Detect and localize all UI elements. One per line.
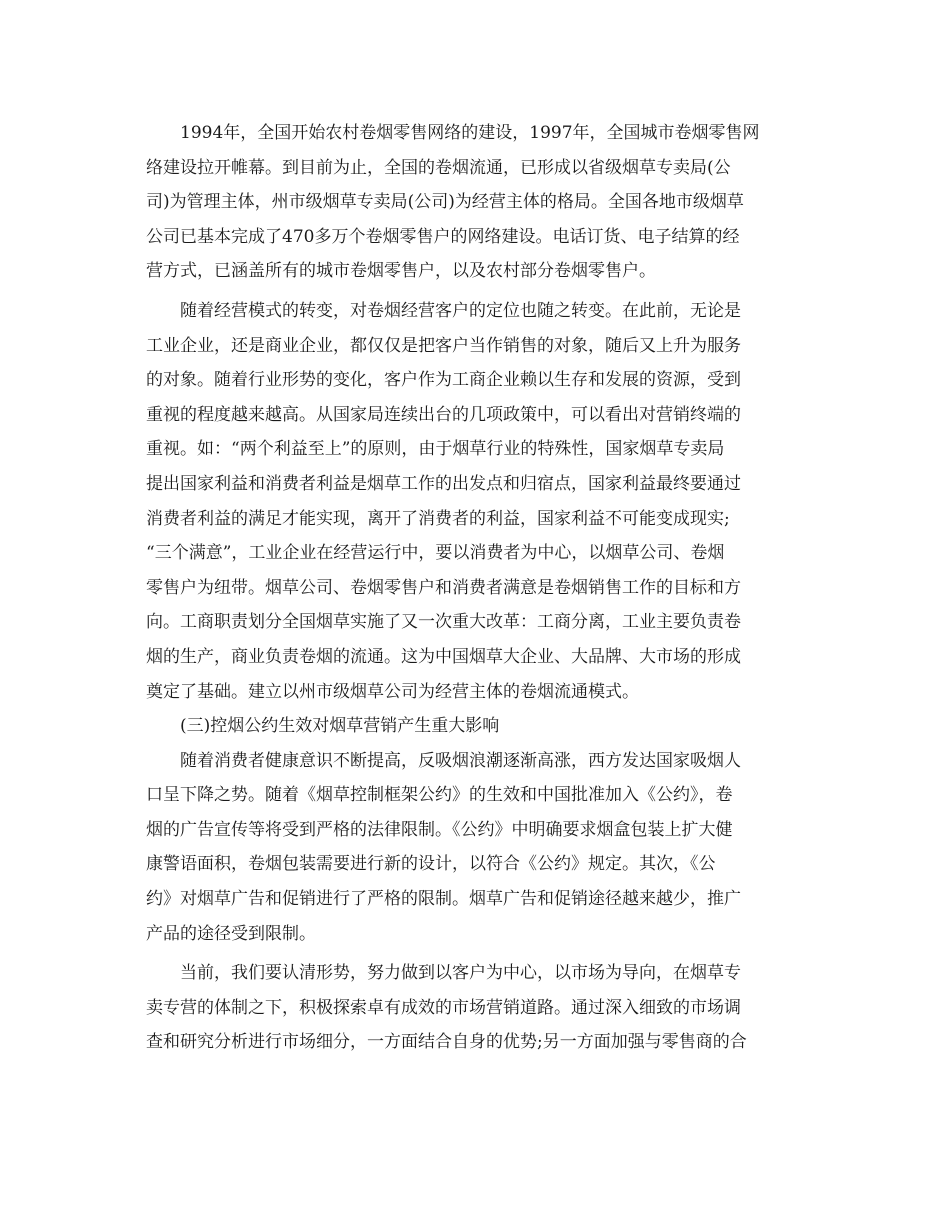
text-line: 产品的途径受到限制。 (146, 923, 316, 944)
text-line: 提出国家利益和消费者利益是烟草工作的出发点和归宿点，国家利益最终要通过 (146, 473, 741, 494)
text-line: 司)为管理主体，州市级烟草专卖局(公司)为经营主体的格局。全国各地市级烟草 (146, 192, 744, 213)
text-line: 奠定了基础。建立以州市级烟草公司为经营主体的卷烟流通模式。 (146, 681, 639, 702)
text-line: 重视的程度越来越高。从国家局连续出台的几项政策中，可以看出对营销终端的 (146, 404, 741, 425)
text-line: 烟的广告宣传等将受到严格的法律限制。《公约》中明确要求烟盒包装上扩大健 (146, 819, 733, 840)
paragraph (146, 294, 806, 709)
section-heading (146, 709, 806, 744)
text-line: 消费者利益的满足才能实现，离开了消费者的利益，国家利益不可能变成现实; (146, 508, 730, 529)
paragraph (146, 956, 806, 1060)
text-line: 烟的生产，商业负责卷烟的流通。这为中国烟草大企业、大品牌、大市场的形成 (146, 646, 741, 667)
text-line: 零售户为纽带。烟草公司、卷烟零售户和消费者满意是卷烟销售工作的目标和方 (146, 577, 741, 598)
text-line: 络建设拉开帷幕。到目前为止，全国的卷烟流通，已形成以省级烟草专卖局(公 (146, 157, 731, 178)
text-line: 口呈下降之势。随着《烟草控制框架公约》的生效和中国批准加入《公约》，卷 (146, 785, 733, 806)
document-body (146, 116, 806, 1060)
text-line: 重视。如：“两个利益至上”的原则，由于烟草行业的特殊性，国家烟草专卖局 (146, 439, 725, 460)
text-line: 随着经营模式的转变，对卷烟经营客户的定位也随之转变。在此前，无论是 (180, 300, 741, 321)
text-line: 的对象。随着行业形势的变化，客户作为工商企业赖以生存和发展的资源，受到 (146, 370, 741, 391)
text-line: 工业企业，还是商业企业，都仅仅是把客户当作销售的对象，随后又上升为服务 (146, 335, 741, 356)
text-line: 公司已基本完成了470多万个卷烟零售户的网络建设。电话订货、电子结算的经 (146, 226, 740, 247)
text-line: 当前，我们要认清形势，努力做到以客户为中心，以市场为导向，在烟草专 (180, 963, 741, 984)
paragraph (146, 116, 806, 289)
text-line: 随着消费者健康意识不断提高，反吸烟浪潮逐渐高涨，西方发达国家吸烟人 (180, 750, 741, 771)
text-line: 向。工商职责划分全国烟草实施了又一次重大改革：工商分离，工业主要负责卷 (146, 612, 741, 633)
text-line: 约》对烟草广告和促销进行了严格的限制。烟草广告和促销途径越来越少，推广 (146, 889, 741, 910)
paragraph (146, 744, 806, 952)
text-line: “三个满意”，工业企业在经营运行中，要以消费者为中心，以烟草公司、卷烟 (146, 543, 725, 564)
text-line: 康警语面积，卷烟包装需要进行新的设计，以符合《公约》规定。其次，《公 (146, 854, 716, 875)
text-line: 1994年，全国开始农村卷烟零售网络的建设，1997年，全国城市卷烟零售网 (180, 123, 760, 143)
heading-text: (三)控烟公约生效对烟草营销产生重大影响 (180, 716, 500, 737)
text-line: 营方式，已涵盖所有的城市卷烟零售户，以及农村部分卷烟零售户。 (146, 261, 656, 282)
text-line: 卖专营的体制之下，积极探索卓有成效的市场营销道路。通过深入细致的市场调 (146, 997, 741, 1018)
text-line: 查和研究分析进行市场细分，一方面结合自身的优势;另一方面加强与零售商的合 (146, 1032, 747, 1053)
